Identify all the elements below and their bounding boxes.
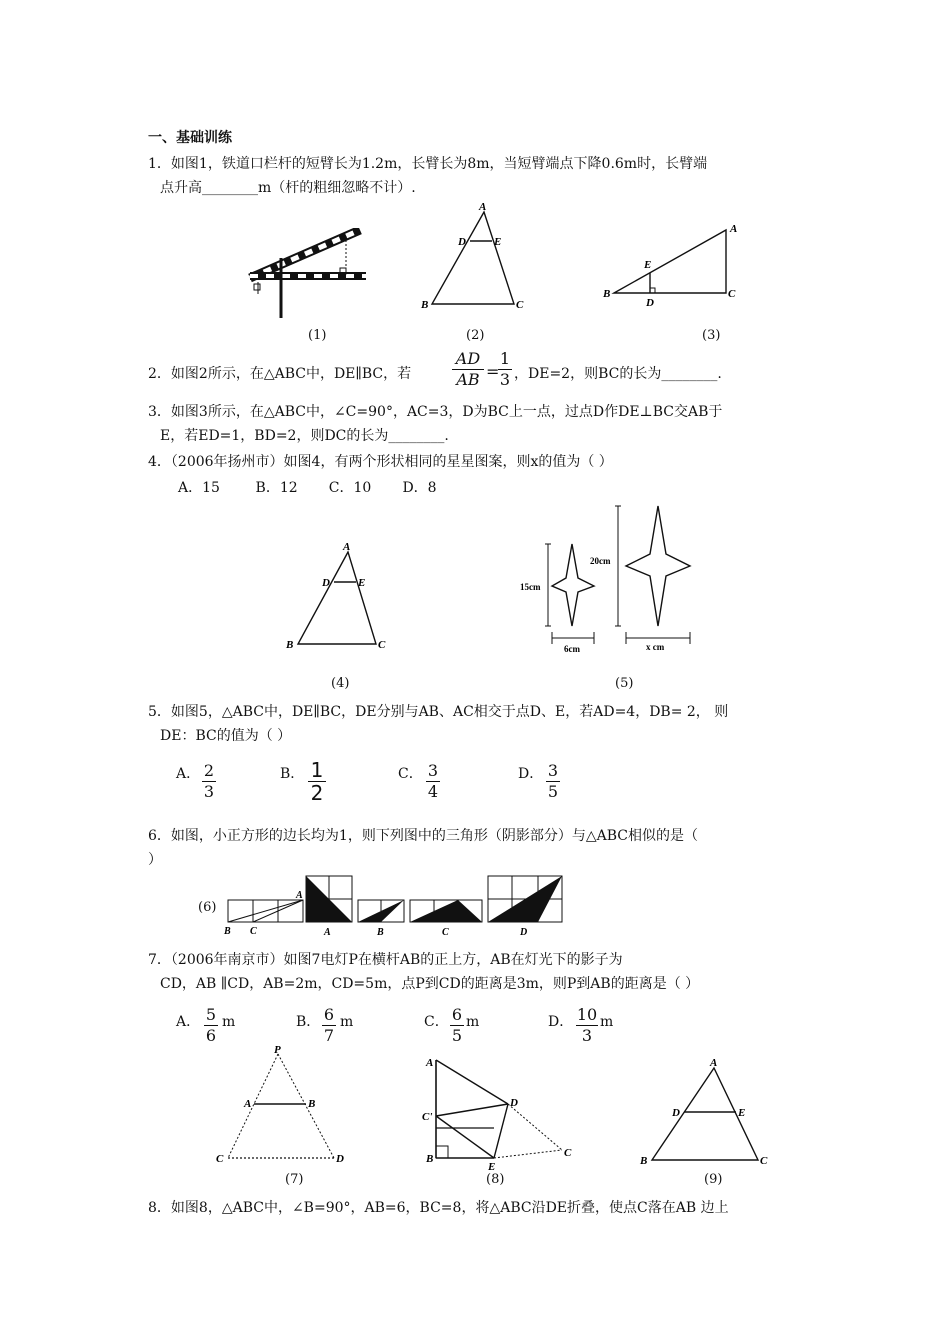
fig8-point-b: B [426, 1153, 434, 1165]
q5-c-den: 4 [427, 782, 439, 801]
q5-b-den: 2 [310, 781, 324, 805]
q7-option-a-fraction [204, 1006, 218, 1045]
q7-option-d-fraction [576, 1006, 598, 1045]
q2-frac1-num: AD [455, 349, 481, 368]
fig5-height-big: 20cm [590, 556, 611, 566]
fig2-point-a: A [479, 201, 487, 213]
q7-option-a-label: A． [176, 1014, 201, 1030]
figure-4-triangle [282, 540, 392, 652]
q6-line2: ） [148, 852, 162, 868]
q7-a-den: 6 [205, 1026, 217, 1045]
q5-option-d-fraction [546, 762, 560, 801]
fig4-point-c: C [378, 639, 386, 651]
fig4-point-e: E [358, 577, 366, 589]
fig6-point-a: A [296, 890, 303, 901]
q7-a-num: 5 [205, 1005, 217, 1024]
q7-d-num: 10 [576, 1005, 598, 1024]
q2-frac2-num: 1 [499, 349, 511, 368]
q2-frac1-den: AB [456, 370, 480, 389]
fig5-height-small: 15cm [520, 582, 541, 592]
q7-option-d-label: D． [548, 1014, 574, 1030]
q5-a-num: 2 [203, 761, 215, 780]
q2-frac2-den: 3 [499, 370, 511, 389]
fig9-point-a: A [710, 1057, 718, 1069]
fig6-option-b: B [377, 927, 384, 936]
q7-option-d-unit: m [600, 1014, 614, 1030]
fig2-point-e: E [494, 236, 502, 248]
q7-line1: 7．（2006年南京市）如图7电灯P在横杆AB的正上方，AB在灯光下的影子为 [148, 952, 623, 968]
q7-option-c-unit: m [466, 1014, 480, 1030]
q7-option-c-label: C． [424, 1014, 449, 1030]
q7-d-den: 3 [581, 1026, 593, 1045]
fig8-point-c: C [564, 1147, 572, 1159]
q5-b-num: 1 [310, 758, 324, 782]
figure-9-triangle [636, 1054, 772, 1168]
fig9-point-b: B [640, 1155, 648, 1167]
figure-6-label: (6) [198, 900, 217, 915]
q5-line1: 5．如图5，△ABC中，DE∥BC，DE分别与AB、AC相交于点D、E，若AD=4，DB= 2， 则 [148, 704, 729, 720]
figure-1-barrier [248, 228, 368, 320]
q2-equals: = [486, 362, 500, 381]
fig8-point-e: E [488, 1161, 496, 1170]
q2-text-b: ，DE=2，则BC的长为________. [514, 366, 722, 382]
q2-text-a: 2．如图2所示，在△ABC中，DE∥BC，若 [148, 366, 412, 382]
figure-7-label: (7) [285, 1172, 304, 1187]
fig3-point-a: A [730, 223, 738, 235]
fig4-point-b: B [286, 639, 294, 651]
q5-d-den: 5 [547, 782, 559, 801]
figure-5-stars [518, 498, 718, 658]
q5-option-a-label: A． [176, 766, 201, 782]
q3-line1: 3．如图3所示，在△ABC中，∠C=90°，AC=3，D为BC上一点，过点D作DE⊥BC交AB于 [148, 404, 723, 420]
fig3-point-d: D [646, 297, 654, 308]
q5-option-b-fraction [308, 760, 326, 803]
figure-8-folded-triangle [420, 1050, 580, 1170]
q5-a-den: 3 [203, 782, 215, 801]
fig2-point-c: C [516, 299, 524, 311]
fig6-point-b: B [224, 926, 231, 936]
q7-option-a-unit: m [222, 1014, 236, 1030]
fig6-option-a: A [324, 927, 331, 936]
q5-option-c-fraction [426, 762, 440, 801]
fig4-point-d: D [322, 577, 330, 589]
fig2-point-d: D [458, 236, 466, 248]
q7-c-num: 6 [451, 1005, 463, 1024]
q3-line2: E，若ED=1，BD=2，则DC的长为________. [160, 428, 449, 444]
q7-option-b-unit: m [340, 1014, 354, 1030]
q2-fraction-ad-ab [452, 350, 484, 389]
fig7-point-b: B [308, 1098, 316, 1110]
figure-2-label: (2) [466, 328, 485, 343]
q7-line2: CD，AB ∥CD，AB=2m，CD=5m，点P到CD的距离是3m，则P到AB的距离是（ ） [160, 976, 700, 992]
q7-option-b-label: B． [296, 1014, 321, 1030]
q4-line1: 4．（2006年扬州市）如图4，有两个形状相同的星星图案，则x的值为（ ） [148, 454, 613, 470]
figure-5-label: (5) [615, 676, 634, 691]
figure-7-lamp-shadow [210, 1044, 360, 1168]
q8-line1: 8．如图8，△ABC中，∠B=90°，AB=6，BC=8，将△ABC沿DE折叠，使点C落在AB 边上 [148, 1200, 729, 1216]
figure-3-right-triangle [600, 218, 750, 308]
fig3-point-e: E [644, 259, 652, 271]
q5-option-d-label: D． [518, 766, 544, 782]
fig6-point-c: C [250, 926, 257, 936]
figure-9-label: (9) [704, 1172, 723, 1187]
q4-options: A．15 B．12 C．10 D．8 [178, 480, 437, 496]
figure-4-label: (4) [331, 676, 350, 691]
q7-c-den: 5 [451, 1026, 463, 1045]
q5-d-num: 3 [547, 761, 559, 780]
fig7-point-d: D [336, 1153, 344, 1165]
fig7-point-p: P [274, 1044, 281, 1056]
fig8-point-c-prime: C' [422, 1111, 433, 1123]
fig3-point-b: B [603, 288, 611, 300]
figure-6-grid-triangles [222, 868, 572, 936]
fig9-point-e: E [738, 1107, 746, 1119]
q7-b-num: 6 [323, 1005, 335, 1024]
q1-line2: 点升高________m（杆的粗细忽略不计）. [160, 180, 416, 196]
fig6-option-c: C [442, 927, 449, 936]
fig5-width-big: x cm [646, 642, 665, 652]
q1-line1: 1．如图1，铁道口栏杆的短臂长为1.2m，长臂长为8m，当短臂端点下降0.6m时，长臂端 [148, 156, 708, 172]
fig5-width-small: 6cm [564, 644, 580, 654]
q5-option-c-label: C． [398, 766, 423, 782]
figure-2-triangle [418, 200, 528, 312]
q7-option-c-fraction [450, 1006, 464, 1045]
fig9-point-d: D [672, 1107, 680, 1119]
fig8-point-a: A [426, 1057, 434, 1069]
fig9-point-c: C [760, 1155, 768, 1167]
fig3-point-c: C [728, 288, 736, 300]
figure-3-label: (3) [702, 328, 721, 343]
q5-line2: DE：BC的值为（ ） [160, 728, 292, 744]
fig4-point-a: A [343, 541, 351, 553]
q7-b-den: 7 [323, 1026, 335, 1045]
q5-option-b-label: B． [280, 766, 305, 782]
fig7-point-a: A [244, 1098, 252, 1110]
figure-8-label: (8) [486, 1172, 505, 1187]
q5-c-num: 3 [427, 761, 439, 780]
q7-option-b-fraction [322, 1006, 336, 1045]
q5-option-a-fraction [202, 762, 216, 801]
fig6-option-d: D [520, 927, 528, 936]
q6-line1: 6．如图，小正方形的边长均为1，则下列图中的三角形（阴影部分）与△ABC相似的是（ [148, 828, 698, 844]
q2-fraction-1-3 [498, 350, 512, 389]
figure-1-label: (1) [308, 328, 327, 343]
fig2-point-b: B [421, 299, 429, 311]
fig7-point-c: C [216, 1153, 224, 1165]
fig8-point-d: D [510, 1097, 518, 1109]
section-title: 一、基础训练 [148, 130, 232, 146]
